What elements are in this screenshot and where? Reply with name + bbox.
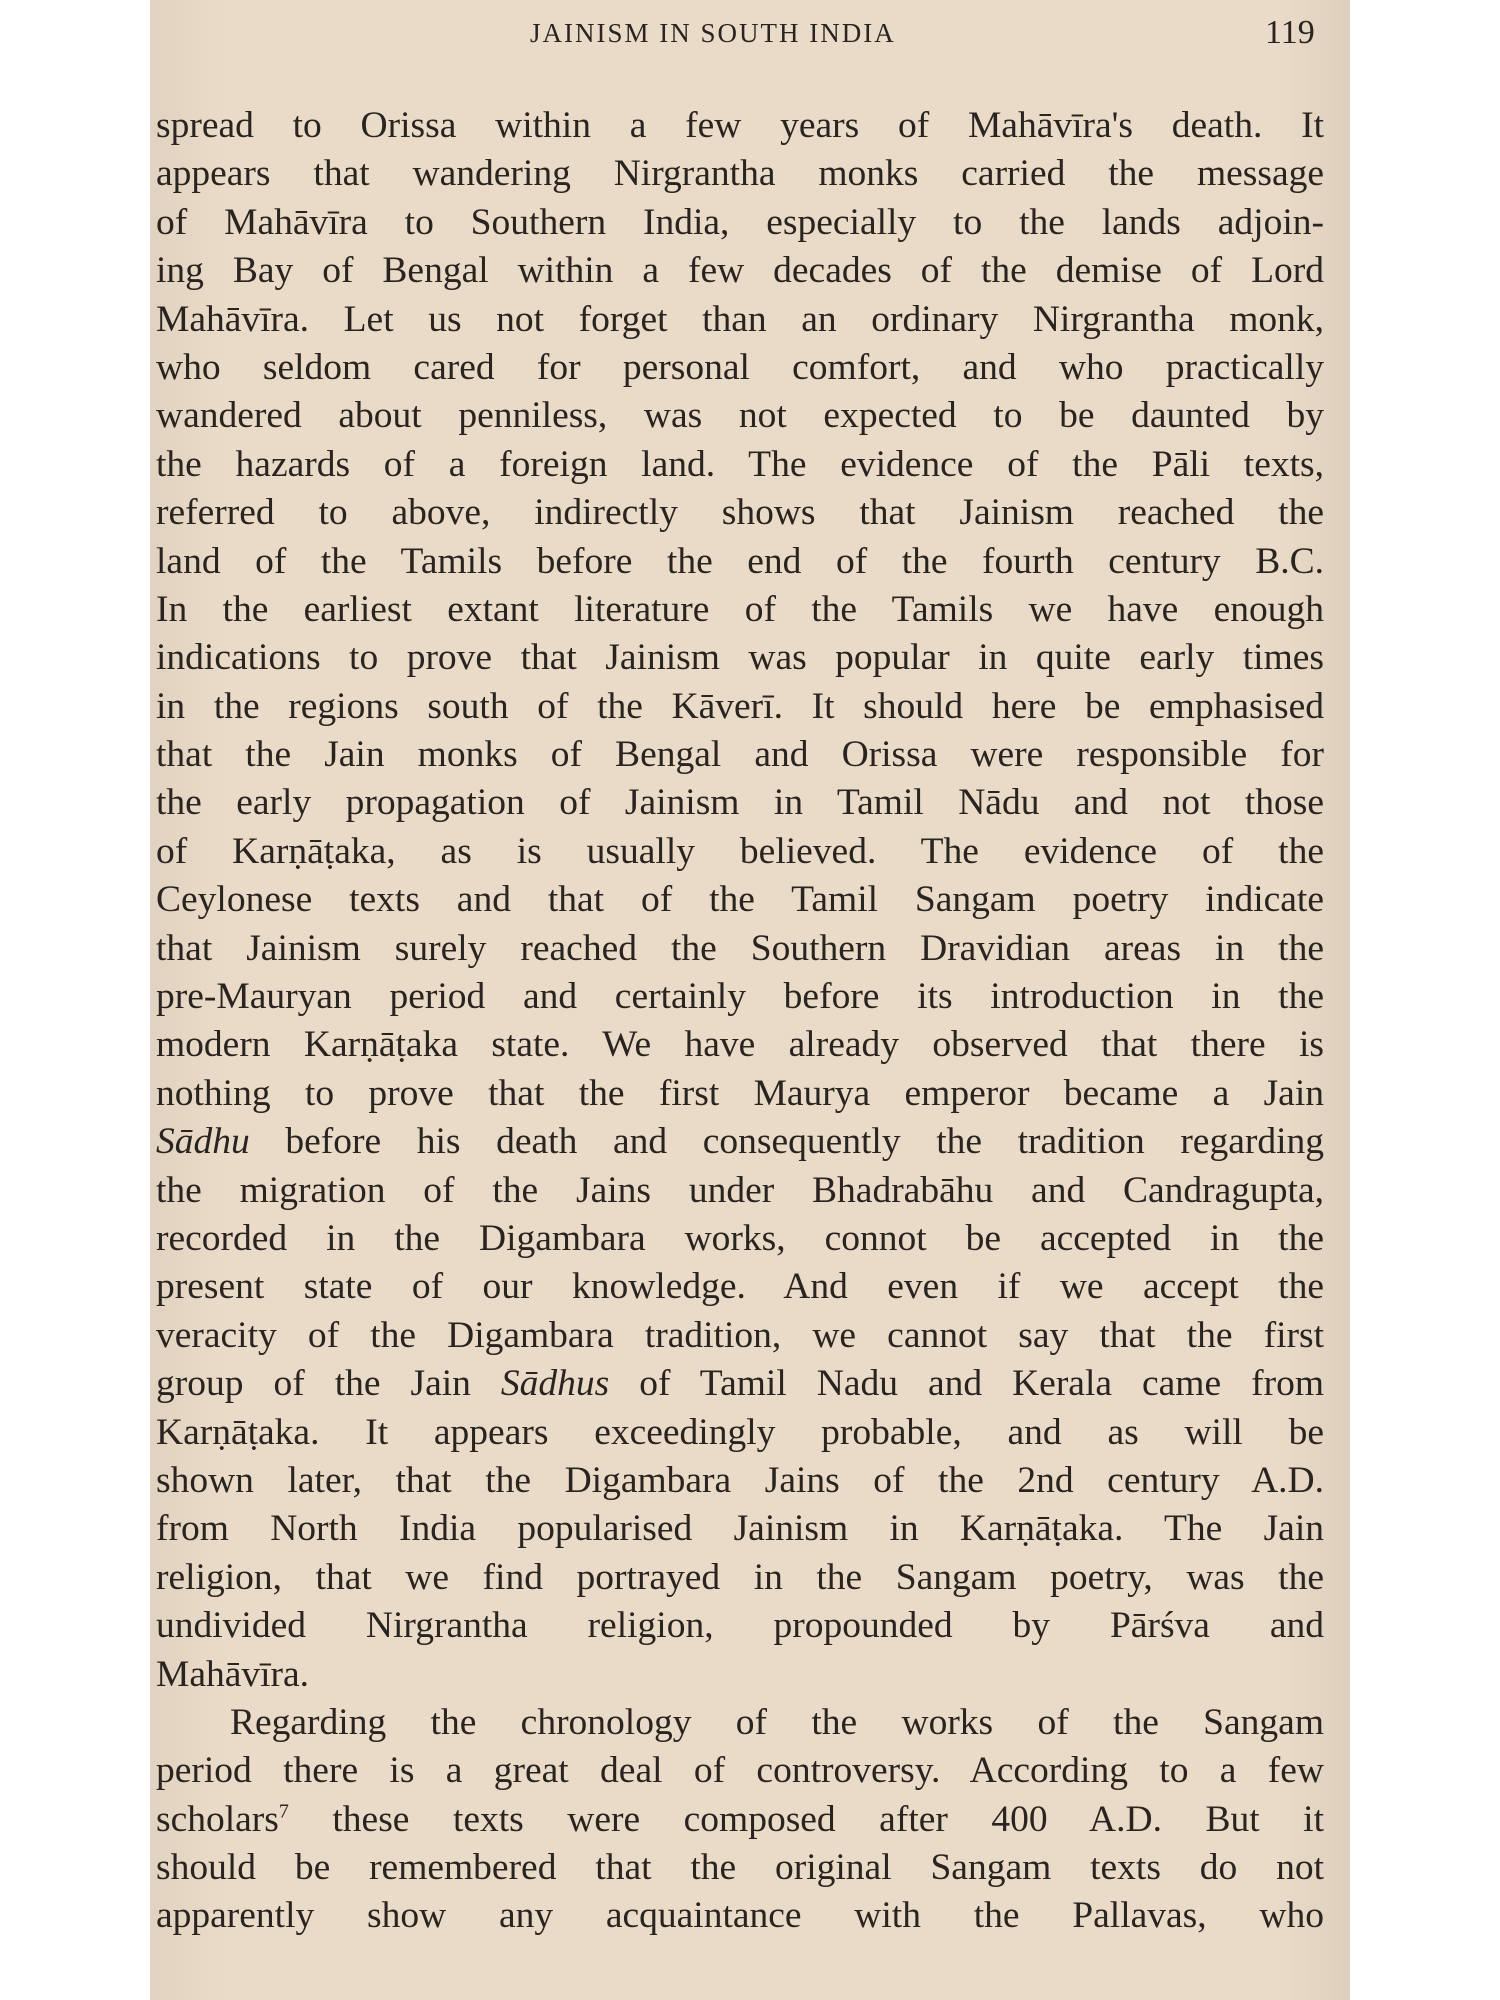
text-line: land of the Tamils before the end of the fourth century B.C.	[156, 540, 1324, 582]
text-fragment: of Tamil Nadu and Kerala came from	[609, 1363, 1324, 1405]
text-line	[156, 1118, 1324, 1166]
paragraph-end-line: Mahāvīra.	[156, 1653, 310, 1695]
italic-term: Sādhu	[156, 1121, 250, 1163]
text-line: apparently show any acquaintance with the Pallavas, who	[156, 1895, 1324, 1937]
text-line: from North India popularised Jainism in Karṇāṭaka. The Jain	[156, 1508, 1324, 1550]
text-line: Karṇāṭaka. It appears exceedingly probable, and as will be	[156, 1411, 1324, 1453]
text-fragment: these texts were composed after 400 A.D. But it	[288, 1798, 1324, 1840]
text-line: of Karṇāṭaka, as is usually believed. The evidence of the	[156, 830, 1324, 872]
text-line: veracity of the Digambara tradition, we cannot say that the first	[156, 1314, 1324, 1356]
text-fragment: before his death and consequently the tradition regarding	[249, 1121, 1324, 1163]
text-line	[156, 1360, 1324, 1408]
text-line: the migration of the Jains under Bhadrabāhu and Candragupta,	[156, 1169, 1324, 1211]
book-page	[150, 0, 1350, 2000]
text-line: the hazards of a foreign land. The evidence of the Pāli texts,	[156, 443, 1324, 485]
text-line: wandered about penniless, was not expected to be daunted by	[156, 395, 1324, 437]
text-line: religion, that we find portrayed in the Sangam poetry, was the	[156, 1556, 1324, 1598]
text-line: ing Bay of Bengal within a few decades of the demise of Lord	[156, 250, 1324, 292]
text-line	[156, 1796, 1324, 1844]
text-fragment: scholars	[156, 1798, 279, 1840]
text-line: the early propagation of Jainism in Tamil Nādu and not those	[156, 782, 1324, 824]
text-line: who seldom cared for personal comfort, and who practically	[156, 346, 1324, 388]
italic-term: Sādhus	[500, 1363, 610, 1405]
text-line: recorded in the Digambara works, connot be accepted in the	[156, 1217, 1324, 1259]
text-line: modern Karṇāṭaka state. We have already observed that there is	[156, 1024, 1324, 1066]
text-fragment: group of the Jain	[156, 1363, 501, 1405]
text-line: pre-Mauryan period and certainly before its introduction in the	[156, 976, 1324, 1018]
text-line: Mahāvīra. Let us not forget than an ordinary Nirgrantha monk,	[156, 298, 1324, 340]
running-head	[150, 14, 1350, 54]
text-line: indications to prove that Jainism was popular in quite early times	[156, 637, 1324, 679]
paragraph-first-line: Regarding the chronology of the works of the Sangam	[230, 1701, 1324, 1743]
text-line: In the earliest extant literature of the Tamils we have enough	[156, 588, 1324, 630]
text-line: nothing to prove that the first Maurya emperor became a Jain	[156, 1072, 1324, 1114]
text-line: that the Jain monks of Bengal and Orissa were responsible for	[156, 734, 1324, 776]
text-line: referred to above, indirectly shows that Jainism reached the	[156, 492, 1324, 534]
text-line: period there is a great deal of controversy. According to a few	[156, 1750, 1324, 1792]
text-line: spread to Orissa within a few years of Mahāvīra's death. It	[156, 105, 1324, 146]
text-line: in the regions south of the Kāverī. It should here be emphasised	[156, 685, 1324, 727]
text-line: that Jainism surely reached the Southern Dravidian areas in the	[156, 927, 1324, 969]
body-text	[156, 102, 1324, 1941]
text-line: undivided Nirgrantha religion, propounded by Pārśva and	[156, 1605, 1324, 1647]
running-head-title: JAINISM IN SOUTH INDIA	[530, 18, 896, 48]
text-line: of Mahāvīra to Southern India, especially to the lands adjoin-	[156, 201, 1324, 243]
text-line: appears that wandering Nirgrantha monks carried the message	[156, 153, 1324, 195]
text-line: shown later, that the Digambara Jains of the 2nd century A.D.	[156, 1459, 1324, 1501]
text-line: should be remembered that the original Sangam texts do not	[156, 1847, 1324, 1889]
text-line: present state of our knowledge. And even if we accept the	[156, 1266, 1324, 1308]
text-line: Ceylonese texts and that of the Tamil Sangam poetry indicate	[156, 879, 1324, 921]
footnote-marker: 7	[278, 1800, 289, 1823]
page-number: 119	[1265, 14, 1315, 51]
